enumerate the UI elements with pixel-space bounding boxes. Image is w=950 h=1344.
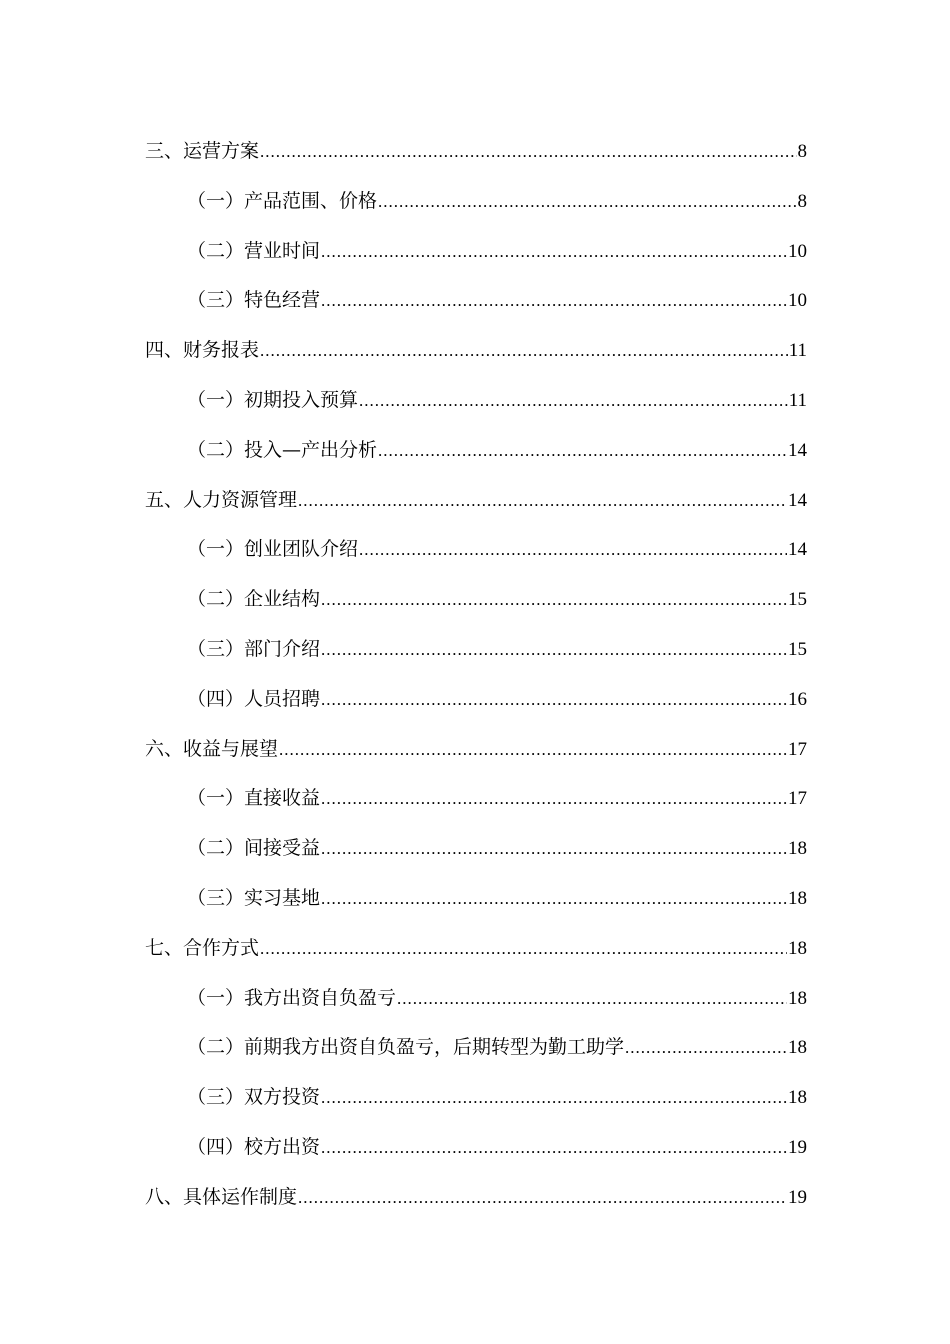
- toc-entry-title: （三）部门介绍: [187, 637, 321, 660]
- toc-entry-title: （二）营业时间: [187, 239, 321, 262]
- toc-entry-title: （二）前期我方出资自负盈亏，后期转型为勤工助学: [187, 1036, 625, 1059]
- toc-entry-title: 八、具体运作制度: [145, 1185, 298, 1208]
- toc-dot-leader: [298, 483, 787, 519]
- toc-dot-leader: [260, 134, 796, 170]
- toc-subsection-entry[interactable]: [145, 780, 807, 830]
- toc-page-number: 19: [788, 1186, 807, 1208]
- toc-entry-title: （一）直接收益: [187, 787, 321, 810]
- toc-entry-title: 七、合作方式: [145, 936, 260, 959]
- toc-section-entry[interactable]: [145, 930, 807, 980]
- toc-section-entry[interactable]: [145, 332, 807, 382]
- toc-page-number: 8: [797, 190, 807, 212]
- toc-dot-leader: [378, 433, 787, 469]
- toc-dot-leader: [359, 383, 788, 419]
- toc-page-number: 17: [788, 788, 807, 810]
- toc-entry-title: 五、人力资源管理: [145, 488, 298, 511]
- toc-dot-leader: [321, 781, 787, 817]
- toc-dot-leader: [260, 333, 788, 369]
- toc-section-entry[interactable]: [145, 133, 807, 183]
- toc-dot-leader: [321, 831, 787, 867]
- toc-page-number: 14: [788, 539, 807, 561]
- toc-page-number: 19: [788, 1136, 807, 1158]
- toc-dot-leader: [359, 532, 787, 568]
- toc-page-number: 14: [788, 489, 807, 511]
- toc-dot-leader: [321, 1080, 787, 1116]
- toc-subsection-entry[interactable]: [145, 980, 807, 1030]
- toc-subsection-entry[interactable]: [145, 1129, 807, 1179]
- toc-dot-leader: [321, 682, 787, 718]
- toc-page-number: 11: [788, 340, 807, 362]
- toc-page-number: 18: [788, 987, 807, 1009]
- toc-entry-title: （三）双方投资: [187, 1086, 321, 1109]
- toc-page-number: 18: [788, 838, 807, 860]
- toc-page-number: 18: [788, 1037, 807, 1059]
- toc-entry-title: （一）初期投入预算: [187, 388, 359, 411]
- toc-page-number: 11: [788, 389, 807, 411]
- toc-subsection-entry[interactable]: [145, 233, 807, 283]
- toc-section-entry[interactable]: [145, 1179, 807, 1229]
- toc-dot-leader: [321, 234, 787, 270]
- toc-subsection-entry[interactable]: [145, 830, 807, 880]
- toc-dot-leader: [321, 1130, 787, 1166]
- toc-page-number: 14: [788, 439, 807, 461]
- toc-dot-leader: [321, 582, 787, 618]
- toc-page-number: 18: [788, 937, 807, 959]
- toc-dot-leader: [260, 931, 787, 967]
- toc-entry-title: （二）企业结构: [187, 588, 321, 611]
- toc-subsection-entry[interactable]: [145, 432, 807, 482]
- toc-entry-title: （一）产品范围、价格: [187, 189, 378, 212]
- toc-dot-leader: [321, 632, 787, 668]
- toc-section-entry[interactable]: [145, 731, 807, 781]
- toc-entry-title: 六、收益与展望: [145, 737, 279, 760]
- toc-dot-leader: [625, 1030, 787, 1066]
- toc-subsection-entry[interactable]: [145, 531, 807, 581]
- toc-entry-title: （三）特色经营: [187, 289, 321, 312]
- toc-subsection-entry[interactable]: [145, 1079, 807, 1129]
- toc-dot-leader: [321, 283, 787, 319]
- toc-subsection-entry[interactable]: [145, 183, 807, 233]
- table-of-contents: [145, 133, 807, 1229]
- toc-page-number: 18: [788, 1087, 807, 1109]
- toc-subsection-entry[interactable]: [145, 880, 807, 930]
- toc-entry-title: 四、财务报表: [145, 339, 260, 362]
- toc-subsection-entry[interactable]: [145, 681, 807, 731]
- toc-subsection-entry[interactable]: [145, 282, 807, 332]
- toc-entry-title: （四）校方出资: [187, 1135, 321, 1158]
- toc-page-number: 16: [788, 688, 807, 710]
- toc-page-number: 18: [788, 887, 807, 909]
- toc-dot-leader: [279, 732, 787, 768]
- toc-subsection-entry[interactable]: [145, 581, 807, 631]
- toc-entry-title: （二）间接受益: [187, 837, 321, 860]
- toc-entry-title: （四）人员招聘: [187, 687, 321, 710]
- toc-page-number: 8: [797, 141, 807, 162]
- toc-page-number: 15: [788, 589, 807, 611]
- toc-dot-leader: [321, 881, 787, 917]
- toc-dot-leader: [378, 184, 796, 220]
- toc-entry-title: （三）实习基地: [187, 886, 321, 909]
- toc-dot-leader: [397, 981, 787, 1017]
- toc-entry-title: 三、运营方案: [145, 140, 260, 162]
- toc-page-number: 10: [788, 240, 807, 262]
- toc-dot-leader: [298, 1180, 787, 1216]
- toc-subsection-entry[interactable]: [145, 382, 807, 432]
- toc-subsection-entry[interactable]: [145, 631, 807, 681]
- toc-page-number: 17: [788, 738, 807, 760]
- toc-entry-title: （一）我方出资自负盈亏: [187, 986, 397, 1009]
- toc-entry-title: （二）投入—产出分析: [187, 438, 378, 461]
- toc-page-number: 10: [788, 290, 807, 312]
- toc-section-entry[interactable]: [145, 482, 807, 532]
- toc-subsection-entry[interactable]: [145, 1029, 807, 1079]
- toc-entry-title: （一）创业团队介绍: [187, 538, 359, 561]
- toc-page-number: 15: [788, 638, 807, 660]
